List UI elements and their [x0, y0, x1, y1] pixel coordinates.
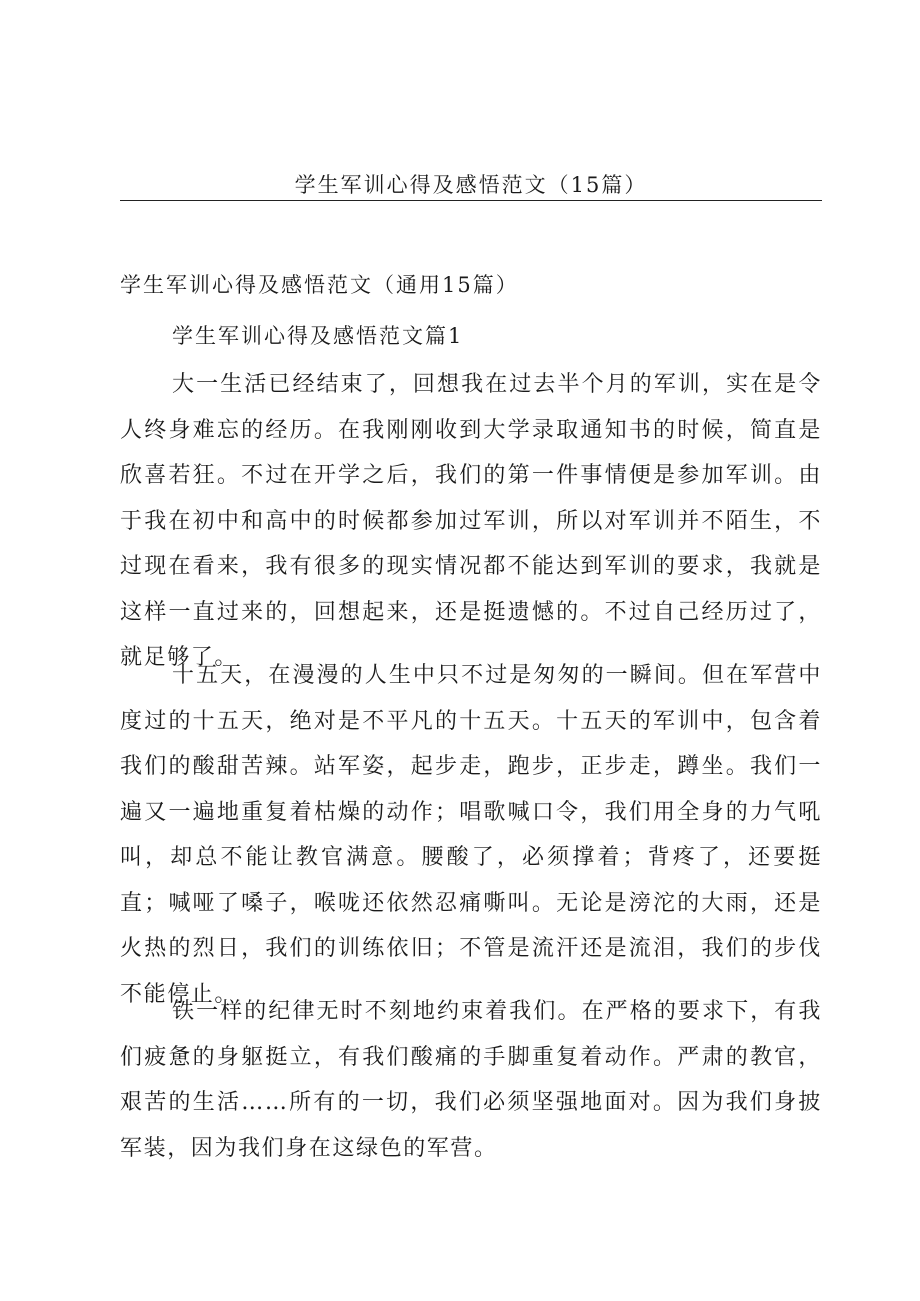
body-paragraph-1: 大一生活已经结束了，回想我在过去半个月的军训，实在是令人终身难忘的经历。在我刚刚收到大学录取通知书的时候，简直是欣喜若狂。不过在开学之后，我们的第一件事情便是参加军训。由于我在初中和高中的时候都参加过军训，所以对军训并不陌生，不过现在看来，我有很多的现实情况都不能达到军训的要求，我就是这样一直过来的，回想起来，还是挺遗憾的。不过自己经历过了，就足够了。 [120, 372, 822, 670]
header-divider [120, 200, 822, 201]
running-header-title: 学生军训心得及感悟范文（15篇） [294, 173, 648, 197]
document-title: 学生军训心得及感悟范文（通用15篇） [120, 273, 519, 297]
body-paragraph-2: 十五天，在漫漫的人生中只不过是匆匆的一瞬间。但在军营中度过的十五天，绝对是不平凡的十五天。十五天的军训中，包含着我们的酸甜苦辣。站军姿，起步走，跑步，正步走，蹲坐。我们一遍又一遍地重复着枯燥的动作；唱歌喊口令，我们用全身的力气吼叫，却总不能让教官满意。腰酸了，必须撑着；背疼了，还要挺直；喊哑了嗓子，喉咙还依然忍痛嘶叫。无论是滂沱的大雨，还是火热的烈日，我们的训练依旧；不管是流汗还是流泪，我们的步伐不能停止。 [120, 663, 822, 1007]
body-paragraph-3: 铁一样的纪律无时不刻地约束着我们。在严格的要求下，有我们疲惫的身躯挺立，有我们酸痛的手脚重复着动作。严肃的教官，艰苦的生活……所有的一切，我们必须坚强地面对。因为我们身披军装，因为我们身在这绿色的军营。 [120, 999, 822, 1161]
section-heading: 学生军训心得及感悟范文篇1 [172, 324, 464, 348]
